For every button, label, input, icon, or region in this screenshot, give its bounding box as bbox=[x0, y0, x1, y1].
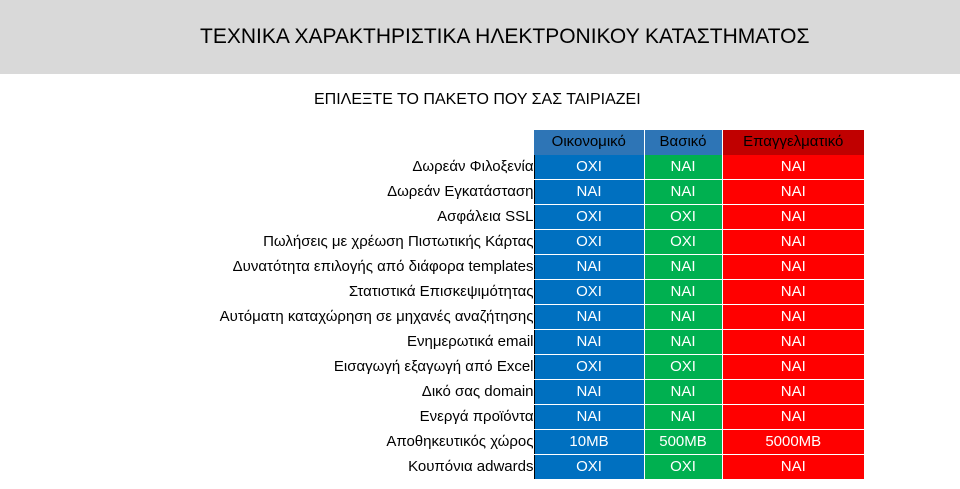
professional-value: ΝΑΙ bbox=[722, 404, 864, 429]
professional-value: ΝΑΙ bbox=[722, 329, 864, 354]
feature-label: Ενημερωτικά email bbox=[0, 329, 534, 354]
professional-value: ΝΑΙ bbox=[722, 254, 864, 279]
column-header-professional: Επαγγελματικό bbox=[722, 130, 864, 155]
professional-value: ΝΑΙ bbox=[722, 279, 864, 304]
professional-value: ΝΑΙ bbox=[722, 204, 864, 229]
professional-value: ΝΑΙ bbox=[722, 454, 864, 479]
column-header-economy: Οικονομικό bbox=[534, 130, 644, 155]
basic-value: ΝΑΙ bbox=[644, 254, 722, 279]
table-row bbox=[0, 179, 864, 204]
basic-value: ΟΧΙ bbox=[644, 204, 722, 229]
feature-label: Αυτόματη καταχώρηση σε μηχανές αναζήτησης bbox=[0, 304, 534, 329]
table-header-row bbox=[0, 130, 864, 155]
table-row bbox=[0, 404, 864, 429]
professional-value: 5000MB bbox=[722, 429, 864, 454]
economy-value: 10MB bbox=[534, 429, 644, 454]
table-row bbox=[0, 254, 864, 279]
table-row bbox=[0, 454, 864, 479]
basic-value: 500MB bbox=[644, 429, 722, 454]
table-row bbox=[0, 354, 864, 379]
economy-value: ΝΑΙ bbox=[534, 379, 644, 404]
economy-value: ΝΑΙ bbox=[534, 329, 644, 354]
table-row bbox=[0, 329, 864, 354]
basic-value: ΝΑΙ bbox=[644, 155, 722, 180]
feature-label: Αποθηκευτικός χώρος bbox=[0, 429, 534, 454]
table-row bbox=[0, 229, 864, 254]
professional-value: ΝΑΙ bbox=[722, 179, 864, 204]
economy-value: ΝΑΙ bbox=[534, 254, 644, 279]
feature-label: Ασφάλεια SSL bbox=[0, 204, 534, 229]
economy-value: ΝΑΙ bbox=[534, 304, 644, 329]
basic-value: ΝΑΙ bbox=[644, 329, 722, 354]
page-title: ΤΕΧΝΙΚΑ ΧΑΡΑΚΤΗΡΙΣΤΙΚΑ ΗΛΕΚΤΡΟΝΙΚΟΥ ΚΑΤΑΣΤΗΜΑΤΟΣ bbox=[200, 25, 810, 48]
economy-value: ΟΧΙ bbox=[534, 229, 644, 254]
page-header bbox=[0, 0, 960, 74]
table-row bbox=[0, 304, 864, 329]
page-subtitle: ΕΠΙΛΕΞΤΕ ΤΟ ΠΑΚΕΤΟ ΠΟΥ ΣΑΣ ΤΑΙΡΙΑΖΕΙ bbox=[314, 91, 641, 108]
professional-value: ΝΑΙ bbox=[722, 229, 864, 254]
economy-value: ΟΧΙ bbox=[534, 354, 644, 379]
professional-value: ΝΑΙ bbox=[722, 304, 864, 329]
basic-value: ΟΧΙ bbox=[644, 229, 722, 254]
feature-label: Πωλήσεις με χρέωση Πιστωτικής Κάρτας bbox=[0, 229, 534, 254]
basic-value: ΝΑΙ bbox=[644, 179, 722, 204]
table-row bbox=[0, 429, 864, 454]
table-row bbox=[0, 155, 864, 180]
basic-value: ΝΑΙ bbox=[644, 304, 722, 329]
table-body bbox=[0, 155, 864, 480]
feature-label: Δικό σας domain bbox=[0, 379, 534, 404]
basic-value: ΝΑΙ bbox=[644, 379, 722, 404]
table-header-empty bbox=[0, 130, 534, 155]
economy-value: ΟΧΙ bbox=[534, 155, 644, 180]
table-row bbox=[0, 204, 864, 229]
column-header-basic: Βασικό bbox=[644, 130, 722, 155]
professional-value: ΝΑΙ bbox=[722, 354, 864, 379]
feature-label: Κουπόνια adwards bbox=[0, 454, 534, 479]
basic-value: ΟΧΙ bbox=[644, 454, 722, 479]
feature-label: Στατιστικά Επισκεψιμότητας bbox=[0, 279, 534, 304]
feature-label: Δωρεάν Εγκατάσταση bbox=[0, 179, 534, 204]
economy-value: ΟΧΙ bbox=[534, 279, 644, 304]
feature-label: Εισαγωγή εξαγωγή από Excel bbox=[0, 354, 534, 379]
economy-value: ΟΧΙ bbox=[534, 454, 644, 479]
economy-value: ΝΑΙ bbox=[534, 179, 644, 204]
professional-value: ΝΑΙ bbox=[722, 379, 864, 404]
basic-value: ΝΑΙ bbox=[644, 404, 722, 429]
table-row bbox=[0, 379, 864, 404]
economy-value: ΝΑΙ bbox=[534, 404, 644, 429]
feature-label: Δυνατότητα επιλογής από διάφορα templates bbox=[0, 254, 534, 279]
feature-label: Ενεργά προϊόντα bbox=[0, 404, 534, 429]
feature-label: Δωρεάν Φιλοξενία bbox=[0, 155, 534, 180]
professional-value: ΝΑΙ bbox=[722, 155, 864, 180]
table-row bbox=[0, 279, 864, 304]
basic-value: ΟΧΙ bbox=[644, 354, 722, 379]
economy-value: ΟΧΙ bbox=[534, 204, 644, 229]
comparison-table bbox=[0, 130, 864, 480]
basic-value: ΝΑΙ bbox=[644, 279, 722, 304]
